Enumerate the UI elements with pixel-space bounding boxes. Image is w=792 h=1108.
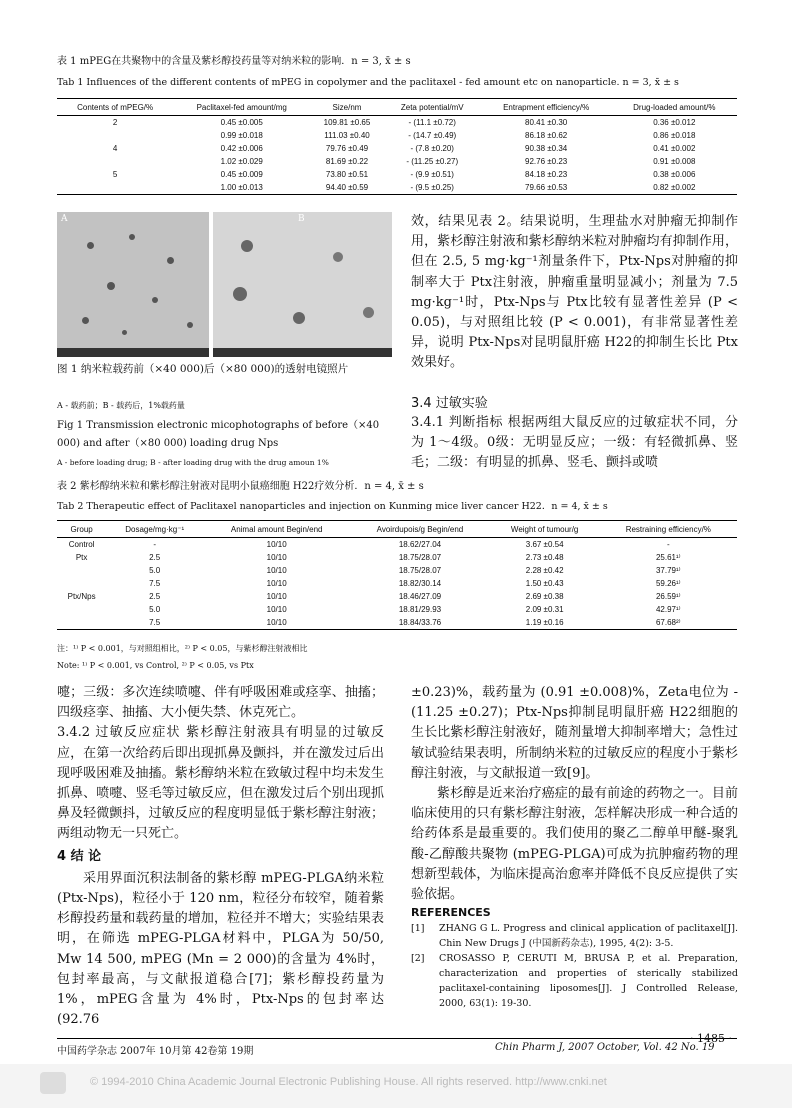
table2-cell: 18.81/29.93 [398, 605, 442, 614]
reference-item [411, 921, 738, 951]
table2-cell: 3.67 ±0.54 [525, 540, 564, 549]
table2-cell: Ptx [75, 553, 88, 562]
table1-cell: 80.41 ±0.30 [525, 118, 568, 127]
table1-cell: 0.41 ±0.002 [653, 144, 696, 153]
table2-cell: 59.26¹⁾ [655, 579, 681, 588]
table1-cell [57, 129, 173, 142]
table1-cell: 4 [112, 144, 118, 153]
page-number: · 1485 · [690, 1032, 732, 1045]
table1-cell [57, 155, 173, 168]
cnki-logo-icon [40, 1072, 66, 1094]
table1-header-cell: Size/nm [310, 99, 384, 116]
table1-cell: 79.76 ±0.49 [325, 144, 369, 153]
reference-number: [1] [411, 923, 425, 935]
table1-cell: 0.36 ±0.012 [653, 118, 696, 127]
table2-cell: Ptx/Nps [67, 592, 96, 601]
table2-cell: 26.59¹⁾ [655, 592, 681, 601]
photo-b-label: B [298, 214, 305, 224]
table2-header-cell: Weight of tumour/g [490, 521, 600, 538]
table1-cell: 79.66 ±0.53 [481, 181, 612, 195]
table1-title-en: Tab 1 Influences of the different contents of mPEG in copolymer and the paclitaxel - fed amount etc on nanoparticle. n = 3, x̄ ± s [57, 77, 679, 88]
tem-photo-b [213, 212, 392, 357]
table1-cell: 81.69 ±0.22 [325, 157, 369, 166]
tem-photo-a [57, 212, 209, 357]
left-bottom-column [57, 683, 384, 1030]
table2-cell: Control [68, 540, 95, 549]
table2-row [57, 616, 737, 630]
reference-number: [2] [411, 953, 425, 965]
table2-cell: 2.73 ±0.48 [525, 553, 564, 562]
section-3-4-heading: 3.4 过敏实验 [411, 396, 488, 411]
table2-header-cell: Dosage/mg·kg⁻¹ [106, 521, 203, 538]
table1-cell: 5 [112, 170, 118, 179]
table1-cell: - (9.9 ±0.51) [410, 170, 454, 179]
table1-cell: 0.91 ±0.008 [653, 157, 696, 166]
table1-cell: 0.99 ±0.018 [220, 131, 263, 140]
table2-cell: 25.61¹⁾ [655, 553, 681, 562]
table2-cell [57, 564, 106, 577]
table1-row [57, 129, 737, 142]
table2-cell: 10/10 [266, 592, 287, 601]
footer-journal-en: Chin Pharm J, 2007 October, Vol. 42 No. 19 [495, 1042, 715, 1053]
table2-cell: 10/10 [266, 579, 287, 588]
table1-cell: 2 [112, 118, 118, 127]
table1-cell: 0.45 ±0.009 [220, 170, 263, 179]
discussion-paragraph: 紫杉醇是近来治疗癌症的最有前途的药物之一。目前临床使用的只有紫杉醇注射液，怎样解决形成一种合适的给药体系是最重要的。我们使用的聚乙二醇单甲醚-聚乳酸-乙醇酸共聚物 (mPEG-PLGA)可成为抗肿瘤药物的理想新型载体，为临床提高治愈率并降低不良反应提供了实验依据。 [411, 786, 738, 903]
table1-row [57, 116, 737, 130]
table1-cell: - (11.1 ±0.72) [408, 118, 456, 127]
table2-header-cell: Avoirdupois/g Begin/end [350, 521, 489, 538]
table2-cell: 7.5 [149, 579, 161, 588]
table1-header-cell: Contents of mPEG/% [57, 99, 173, 116]
results-continued-paragraph: ±0.23)%，载药量为 (0.91 ±0.008)%，Zeta电位为 - (11.25 ±0.27)；Ptx-Nps抑制昆明鼠肝癌 H22细胞的生长比紫杉醇注射液好，随剂量增大抑制率增大；急性过敏试验结果表明，所制纳米粒的过敏反应的程度小于紫杉醇注射液，与文献报道一致[9]。 [411, 685, 738, 781]
table1-cell: 86.18 ±0.62 [525, 131, 568, 140]
table2-title-cn: 表 2 紫杉醇纳米粒和紫杉醇注射液对昆明小鼠癌细胞 H22疗效分析．n = 4, x̄ ± s [57, 481, 424, 492]
table2-title-en: Tab 2 Therapeutic effect of Paclitaxel nanoparticles and injection on Kunming mice liver cancer H22．n = 4, x̄ ± s [57, 501, 608, 512]
fig1-caption-cn: 图 1 纳米粒载药前（×40 000)后（×80 000)的透射电镜照片 [57, 363, 349, 375]
table1 [57, 98, 737, 195]
table1-cell: 0.45 ±0.005 [220, 118, 263, 127]
table2-cell: 37.79¹⁾ [655, 566, 681, 575]
photo-a-label: A [61, 214, 68, 224]
table2-cell: 1.50 ±0.43 [525, 579, 564, 588]
table2-cell [57, 603, 106, 616]
table1-cell: 94.40 ±0.59 [310, 181, 384, 195]
table1-cell: 90.38 ±0.34 [525, 144, 568, 153]
reference-text: ZHANG G L. Progress and clinical application of paclitaxel[J]. Chin New Drugs J (中国新药杂志), 1995, 4(2): 3-5. [439, 923, 738, 950]
table2-cell: - [666, 540, 670, 549]
table2-cell: 7.5 [106, 616, 203, 630]
table1-row [57, 155, 737, 168]
table2-row [57, 564, 737, 577]
table2-cell: 2.5 [149, 592, 161, 601]
section-3-4-2-text: 3.4.2 过敏反应症状 紫杉醇注射液具有明显的过敏反应，在第一次给药后即出现抓鼻及颤抖，并在激发过后出现呼吸困难及抽搐。紫杉醇纳米粒在致敏过程中均未发生抓鼻、喷嚏、竖毛等过敏反应，但在激发过后个别出现抓鼻及轻微颤抖，过敏反应的程度明显低于紫杉醇注射液；两组动物无一只死亡。 [57, 725, 384, 842]
table2-cell: 10/10 [266, 566, 287, 575]
reference-text: CROSASSO P, CERUTI M, BRUSA P, et al. Preparation, characterization and properties of sterically stabilized paclitaxel-containing liposomes[J]. J Controlled Release, 2000, 63(1): 19-30. [439, 953, 738, 1010]
table2-header-cell: Animal amount Begin/end [203, 521, 350, 538]
table1-title-cn: 表 1 mPEG在共聚物中的含量及紫杉醇投药量等对纳米粒的影响．n = 3, x̄ ± s [57, 56, 411, 67]
section-3-4-1-text: 3.4.1 判断指标 根据两组大鼠反应的过敏症状不同，分为 1～4级。0级：无明显反应；一级：有轻微抓鼻、竖毛；二级：有明显的抓鼻、竖毛、颤抖或喷 [411, 415, 738, 471]
table1-cell [57, 181, 173, 195]
table2-cell: 10/10 [203, 616, 350, 630]
table1-cell: - (7.8 ±0.20) [410, 144, 454, 153]
table1-cell: 0.86 ±0.018 [653, 131, 696, 140]
table1-cell: - (9.5 ±0.25) [384, 181, 481, 195]
right-top-paragraph: 效，结果见表 2。结果说明，生理盐水对肿瘤无抑制作用，紫杉醇注射液和紫杉醇纳米粒对肿瘤均有抑制作用，但在 2.5, 5 mg·kg⁻¹剂量条件下，Ptx-Nps对肿瘤的抑制率大于 Ptx注射液，肿瘤重量明显减小；剂量为 7.5 mg·kg⁻¹时，Ptx-Nps与 Ptx比较有显著性差异 (P < 0.05)，与对照组比较 (P < 0.001)，有非常显著性差异，说明 Ptx-Nps对昆明鼠肝癌 H22的抑制生长比 Ptx效果好。 [411, 214, 738, 371]
table1-row [57, 181, 737, 195]
table2-row [57, 551, 737, 564]
table2-note-cn: 注：¹⁾ P < 0.001，与对照组相比，²⁾ P < 0.05，与紫杉醇注射液相比 [57, 644, 308, 653]
right-bottom-column [411, 683, 738, 1011]
reference-item [411, 951, 738, 1011]
table1-cell: 84.18 ±0.23 [525, 170, 568, 179]
references-heading: REFERENCES [411, 906, 491, 920]
table2-cell: 2.09 ±0.31 [525, 605, 564, 614]
table1-cell: - (14.7 ±0.49) [408, 131, 457, 140]
table2-cell: 5.0 [149, 566, 161, 575]
table2-cell: 10/10 [266, 605, 287, 614]
copyright-watermark: © 1994-2010 China Academic Journal Electronic Publishing House. All rights reserved. http://www.cnki.net [90, 1076, 607, 1088]
conclusion-paragraph: 采用界面沉积法制备的紫杉醇 mPEG-PLGA纳米粒 (Ptx-Nps)，粒径小于 120 nm，粒径分布较窄，随着紫杉醇投药量和载药量的增加，粒径并不增大；实验结果表明，在筛选 mPEG-PLGA材料中，PLGA为 50/50, Mw 14 500, mPEG (Mn = 2 000)的含量为 4%时，包封率最高，与文献报道稳合[7]；紫杉醇投药量为 1%，mPEG含量为 4%时，Ptx-Nps的包封率达 (92.76 [57, 870, 384, 1028]
fig1-legend-en: A - before loading drug; B - after loading drug with the drug amoun 1% [57, 458, 329, 467]
table2-cell: 10/10 [266, 553, 287, 562]
allergy-grade-text: 嚏；三级：多次连续喷嚏、伴有呼吸困难或痉挛、抽搐；四级痉挛、抽搐、大小便失禁、休克死亡。 [57, 685, 384, 721]
table1-cell: 1.02 ±0.029 [220, 157, 263, 166]
footer-journal-cn: 中国药学杂志 2007年 10月第 42卷第 19期 [57, 1046, 254, 1057]
table1-header-cell: Entrapment efficiency/% [481, 99, 612, 116]
table1-cell: 109.81 ±0.65 [323, 118, 371, 127]
table2-cell: 18.75/28.07 [398, 553, 442, 562]
table2-cell: 18.62/27.04 [398, 540, 442, 549]
table2-cell: 42.97¹⁾ [655, 605, 681, 614]
table2-cell [57, 616, 106, 630]
table2-cell: 2.5 [149, 553, 161, 562]
table2-cell: 18.75/28.07 [398, 566, 442, 575]
table2-cell: - [153, 540, 157, 549]
table2-header-cell: Restraining efficiency/% [600, 521, 737, 538]
fig1-caption-en: Fig 1 Transmission electronic micophotographs of before（×40 000) and after（×80 000) loading drug Nps [57, 420, 380, 449]
table2-row [57, 538, 737, 552]
table1-header-cell: Zeta potential/mV [384, 99, 481, 116]
section-4-heading: 4 结 论 [57, 848, 102, 864]
references-list [411, 921, 738, 1011]
table2-note-en: Note: ¹⁾ P < 0.001, vs Control, ²⁾ P < 0.05, vs Ptx [57, 661, 254, 670]
table2-cell: 18.82/30.14 [398, 579, 442, 588]
table2-cell: 2.28 ±0.42 [525, 566, 564, 575]
table2-cell: 2.69 ±0.38 [525, 592, 564, 601]
table1-cell: 92.76 ±0.23 [525, 157, 568, 166]
table1-cell: 0.38 ±0.006 [653, 170, 696, 179]
table1-cell: 73.80 ±0.51 [325, 170, 369, 179]
table1-header-cell: Paclitaxel-fed amount/mg [173, 99, 310, 116]
table2 [57, 520, 737, 630]
table1-header-cell: Drug-loaded amount/% [612, 99, 737, 116]
table2-row [57, 577, 737, 590]
table2-header-cell: Group [57, 521, 106, 538]
fig1-legend-cn: A - 载药前；B - 载药后，1%载药量 [57, 401, 185, 410]
table2-cell: 10/10 [266, 540, 287, 549]
table1-cell: 0.82 ±0.002 [612, 181, 737, 195]
table2-row [57, 603, 737, 616]
table2-cell: 18.84/33.76 [350, 616, 489, 630]
table2-row [57, 590, 737, 603]
table1-row [57, 142, 737, 155]
table2-cell: 1.19 ±0.16 [490, 616, 600, 630]
table2-cell [57, 577, 106, 590]
table2-cell: 18.46/27.09 [398, 592, 442, 601]
table1-cell: 1.00 ±0.013 [173, 181, 310, 195]
table2-cell: 5.0 [149, 605, 161, 614]
table1-cell: 0.42 ±0.006 [220, 144, 263, 153]
table1-row [57, 168, 737, 181]
table1-cell: - (11.25 ±0.27) [406, 157, 459, 166]
table2-cell: 67.68²⁾ [600, 616, 737, 630]
table1-cell: 111.03 ±0.40 [324, 131, 370, 140]
